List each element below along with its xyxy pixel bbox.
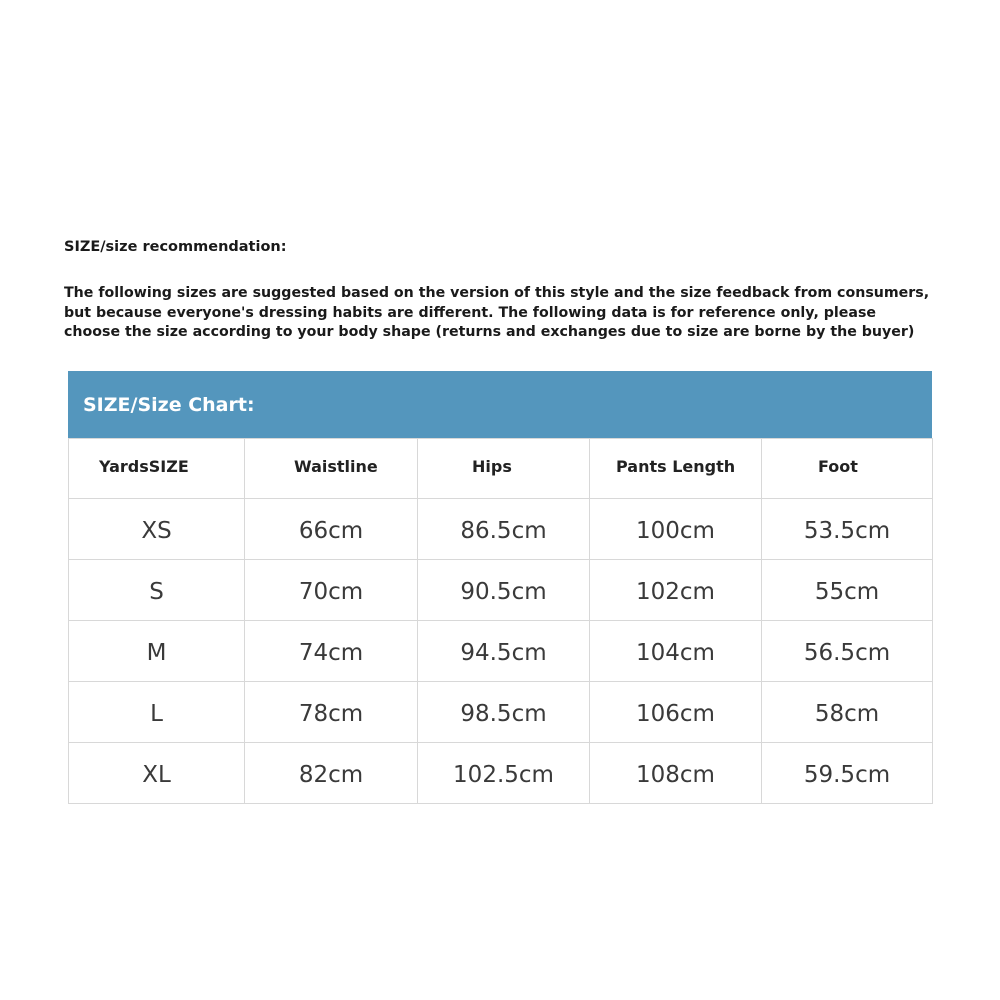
cell-pants-length: 108cm [590,743,762,804]
size-chart [68,371,932,804]
cell-hips: 102.5cm [418,743,590,804]
cell-waistline: 66cm [245,499,418,560]
recommendation-line: but because everyone's dressing habits are different. The following data is for reference only, please [64,304,877,321]
cell-foot: 53.5cm [762,499,933,560]
column-header-waistline: Waistline [245,439,418,499]
cell-pants-length: 106cm [590,682,762,743]
cell-waistline: 82cm [245,743,418,804]
table-row [69,743,933,804]
recommendation-text [64,284,964,343]
column-header-foot: Foot [762,439,933,499]
cell-foot: 58cm [762,682,933,743]
table-row [69,682,933,743]
cell-pants-length: 102cm [590,560,762,621]
table-row [69,499,933,560]
table-header-row [69,439,933,499]
recommendation-line: The following sizes are suggested based on the version of this style and the size feedback from consumers, [64,285,930,301]
table-row [69,560,933,621]
cell-pants-length: 100cm [590,499,762,560]
cell-foot: 55cm [762,560,933,621]
table-row [69,621,933,682]
cell-size: M [69,621,245,682]
cell-hips: 98.5cm [418,682,590,743]
size-chart-header [68,371,932,438]
size-chart-title: SIZE/Size Chart: [83,393,255,416]
column-header-pants-length: Pants Length [590,439,762,499]
cell-hips: 94.5cm [418,621,590,682]
cell-size: S [69,560,245,621]
cell-waistline: 78cm [245,682,418,743]
cell-size: XS [69,499,245,560]
size-table [68,438,933,804]
cell-foot: 56.5cm [762,621,933,682]
cell-size: XL [69,743,245,804]
cell-waistline: 74cm [245,621,418,682]
recommendation-line: choose the size according to your body shape (returns and exchanges due to size are borne by the buyer) [64,324,915,340]
cell-waistline: 70cm [245,560,418,621]
cell-size: L [69,682,245,743]
cell-hips: 90.5cm [418,560,590,621]
column-header-size: YardsSIZE [69,439,245,499]
cell-foot: 59.5cm [762,743,933,804]
column-header-hips: Hips [418,439,590,499]
cell-hips: 86.5cm [418,499,590,560]
recommendation-title: SIZE/size recommendation: [64,239,287,255]
cell-pants-length: 104cm [590,621,762,682]
